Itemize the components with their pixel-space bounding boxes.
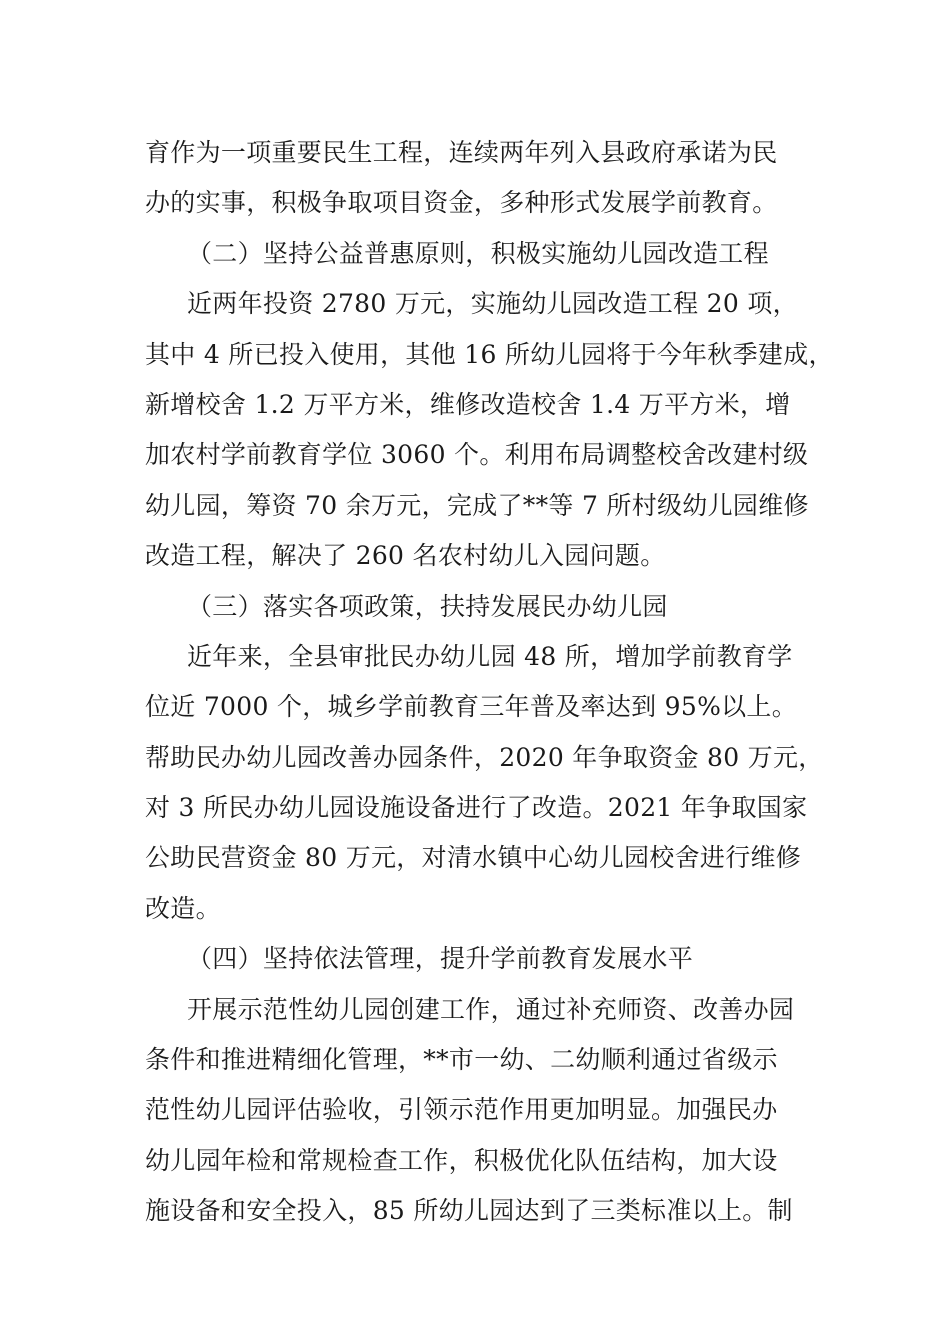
para-4-line-2: 条件和推进精细化管理，**市一幼、二幼顺利通过省级示 [145, 1045, 778, 1075]
document-body [145, 128, 834, 1237]
para-3-line-5: 公助民营资金 80 万元，对清水镇中心幼儿园校舍进行维修 [145, 843, 802, 873]
para-4-line-1: 开展示范性幼儿园创建工作，通过补充师资、改善办园 [187, 994, 795, 1024]
para-4-line-3: 范性幼儿园评估验收，引领示范作用更加明显。加强民办 [145, 1095, 778, 1125]
para-4-line-5: 施设备和安全投入，85 所幼儿园达到了三类标准以上。制 [145, 1196, 793, 1226]
para-3-line-2: 位近 7000 个，城乡学前教育三年普及率达到 95%以上。 [145, 692, 798, 722]
para-4-line-4: 幼儿园年检和常规检查工作，积极优化队伍结构，加大设 [145, 1145, 778, 1175]
para-3-line-3: 帮助民办幼儿园改善办园条件，2020 年争取资金 80 万元， [145, 742, 824, 772]
section-heading-3: （三）落实各项政策，扶持发展民办幼儿园 [187, 591, 668, 621]
para-2-line-1: 近两年投资 2780 万元，实施幼儿园改造工程 20 项， [187, 289, 798, 319]
para-3-line-4: 对 3 所民办幼儿园设施设备进行了改造。2021 年争取国家 [145, 793, 808, 823]
para-2-line-3: 新增校舍 1.2 万平方米，维修改造校舍 1.4 万平方米，增 [145, 389, 791, 419]
section-heading-4: （四）坚持依法管理，提升学前教育发展水平 [187, 944, 694, 974]
para-3-line-1: 近年来，全县审批民办幼儿园 48 所，增加学前教育学 [187, 641, 793, 671]
para-2-line-4: 加农村学前教育学位 3060 个。利用布局调整校舍改建村级 [145, 440, 809, 470]
para-3-line-6: 改造。 [145, 893, 221, 923]
section-heading-2: （二）坚持公益普惠原则，积极实施幼儿园改造工程 [187, 238, 769, 268]
para-1-line-2: 办的实事，积极争取项目资金，多种形式发展学前教育。 [145, 188, 778, 218]
para-1-line-1: 育作为一项重要民生工程，连续两年列入县政府承诺为民 [145, 138, 778, 167]
para-2-line-6: 改造工程，解决了 260 名农村幼儿入园问题。 [145, 541, 666, 571]
para-2-line-5: 幼儿园，筹资 70 余万元，完成了**等 7 所村级幼儿园维修 [145, 490, 809, 520]
para-2-line-2: 其中 4 所已投入使用，其他 16 所幼儿园将于今年秋季建成， [145, 339, 834, 369]
